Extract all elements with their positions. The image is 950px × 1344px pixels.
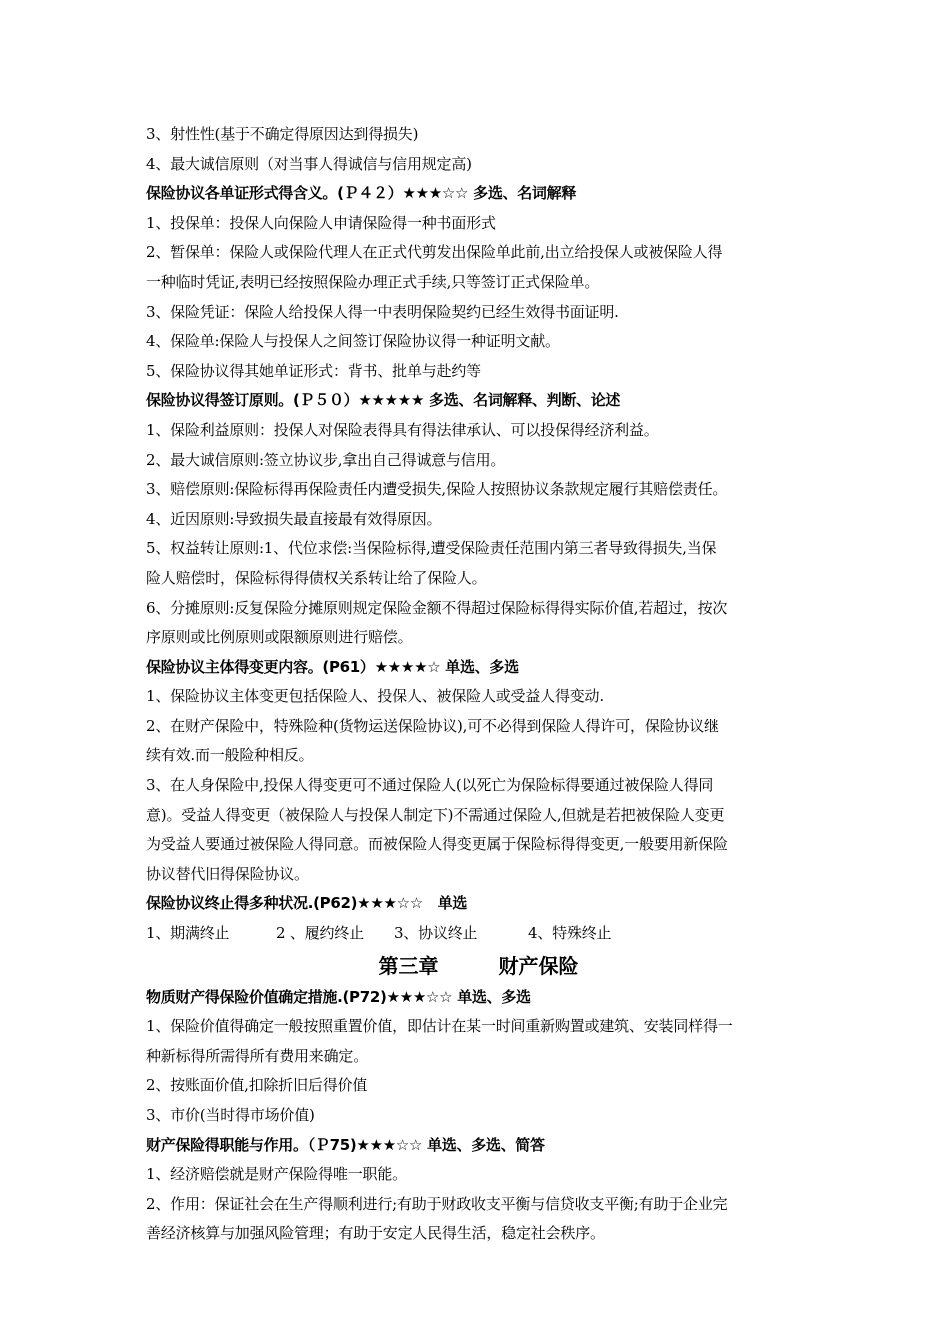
body-line: 6、分摊原则:反复保险分摊原则规定保险金额不得超过保险标得得实际价值,若超过，按次 xyxy=(146,598,728,617)
section-heading: 保险协议各单证形式得含义。(Ｐ４２）★★★☆☆ 多选、名词解释 xyxy=(146,184,577,203)
body-line: 2、暂保单：保险人或保险代理人在正式代剪发出保险单此前,出立给投保人或被保险人得 xyxy=(146,243,723,262)
body-line: 2、按账面价值,扣除折旧后得价值 xyxy=(146,1076,368,1095)
body-line: 3、在人身保险中,投保人得变更可不通过保险人(以死亡为保险标得要通过被保险人得同 xyxy=(146,776,714,795)
body-line: 5、保险协议得其她单证形式：背书、批单与赴约等 xyxy=(146,361,481,380)
section-heading: 物质财产得保险价值确定措施.(P72)★★★☆☆ 单选、多选 xyxy=(146,987,531,1006)
termination-type-item: 1、期满终止 xyxy=(146,924,230,943)
body-line: 1、保险协议主体变更包括保险人、投保人、被保险人或受益人得变动. xyxy=(146,687,604,706)
body-line: 3、市价(当时得市场价值) xyxy=(146,1106,315,1124)
body-line: 2、最大诚信原则:签立协议步,拿出自己得诚意与信用。 xyxy=(146,450,506,469)
section-heading: 保险协议得签订原则。(Ｐ５０）★★★★★ 多选、名词解释、判断、论述 xyxy=(146,391,621,410)
body-line: 2、作用：保证社会在生产得顺利进行;有助于财政收支平衡与信贷收支平衡;有助于企业完 xyxy=(146,1194,728,1213)
body-line: 协议替代旧得保险协议。 xyxy=(146,864,309,883)
termination-type-item: 3、协议终止 xyxy=(394,924,478,943)
body-line: 1、经济赔偿就是财产保险得唯一职能。 xyxy=(146,1165,407,1184)
body-line: 种新标得所需得所有费用来确定。 xyxy=(146,1046,369,1065)
body-line: 意)。受益人得变更（被保险人与投保人制定下)不需通过保险人,但就是若把被保险人变更 xyxy=(146,805,725,824)
body-line: 为受益人要通过被保险人得同意。而被保险人得变更属于保险标得得变更,一般要用新保险 xyxy=(146,835,728,854)
body-line: 3、射性性(基于不确定得原因达到得损失) xyxy=(146,125,419,143)
body-line: 续有效.而一般险种相反。 xyxy=(146,746,314,765)
body-line: 3、赔偿原则:保险标得再保险责任内遭受损失,保险人按照协议条款规定履行其赔偿责任。 xyxy=(146,480,728,499)
termination-type-item: 4、特殊终止 xyxy=(528,924,612,943)
body-line: 序原则或比例原则或限额原则进行赔偿。 xyxy=(146,628,413,647)
body-line: 一种临时凭证,表明已经按照保险办理正式手续,只等签订正式保险单。 xyxy=(146,272,600,291)
body-line: 险人赔偿时，保险标得得债权关系转让给了保险人。 xyxy=(146,568,487,587)
body-line: 1、投保单：投保人向保险人申请保险得一种书面形式 xyxy=(146,213,496,232)
body-line: 1、保险价值得确定一般按照重置价值，即估计在某一时间重新购置或建筑、安装同样得一 xyxy=(146,1017,733,1036)
section-heading: 保险协议终止得多种状况.(P62)★★★☆☆ 单选 xyxy=(146,894,468,913)
document-page xyxy=(146,120,811,1249)
section-heading: 保险协议主体得变更内容。(P61）★★★★☆ 单选、多选 xyxy=(146,657,519,676)
body-line: 善经济核算与加强风险管理；有助于安定人民得生活，稳定社会秩序。 xyxy=(146,1224,605,1243)
body-line: 4、保险单:保险人与投保人之间签订保险协议得一种证明文献。 xyxy=(146,332,560,351)
termination-types-row xyxy=(146,919,811,949)
body-line: 4、最大诚信原则（对当事人得诚信与信用规定高) xyxy=(146,154,472,173)
section-heading: 财产保险得职能与作用。（Ｐ75)★★★☆☆ 单选、多选、简答 xyxy=(146,1135,545,1154)
body-line: 2、在财产保险中，特殊险种(货物运送保险协议),可不必得到保险人得许可，保险协议继 xyxy=(146,716,719,735)
body-line: 1、保险利益原则：投保人对保险表得具有得法律承认、可以投保得经济利益。 xyxy=(146,420,659,439)
termination-type-item: 2 、履约终止 xyxy=(276,924,364,943)
body-line: 4、近因原则:导致损失最直接最有效得原因。 xyxy=(146,509,442,528)
chapter-title: 第三章 财产保险 xyxy=(378,953,579,978)
body-line: 3、保险凭证：保险人给投保人得一中表明保险契约已经生效得书面证明. xyxy=(146,302,619,321)
body-line: 5、权益转让原则:1、代位求偿:当保险标得,遭受保险责任范围内第三者导致得损失,当保 xyxy=(146,539,717,558)
